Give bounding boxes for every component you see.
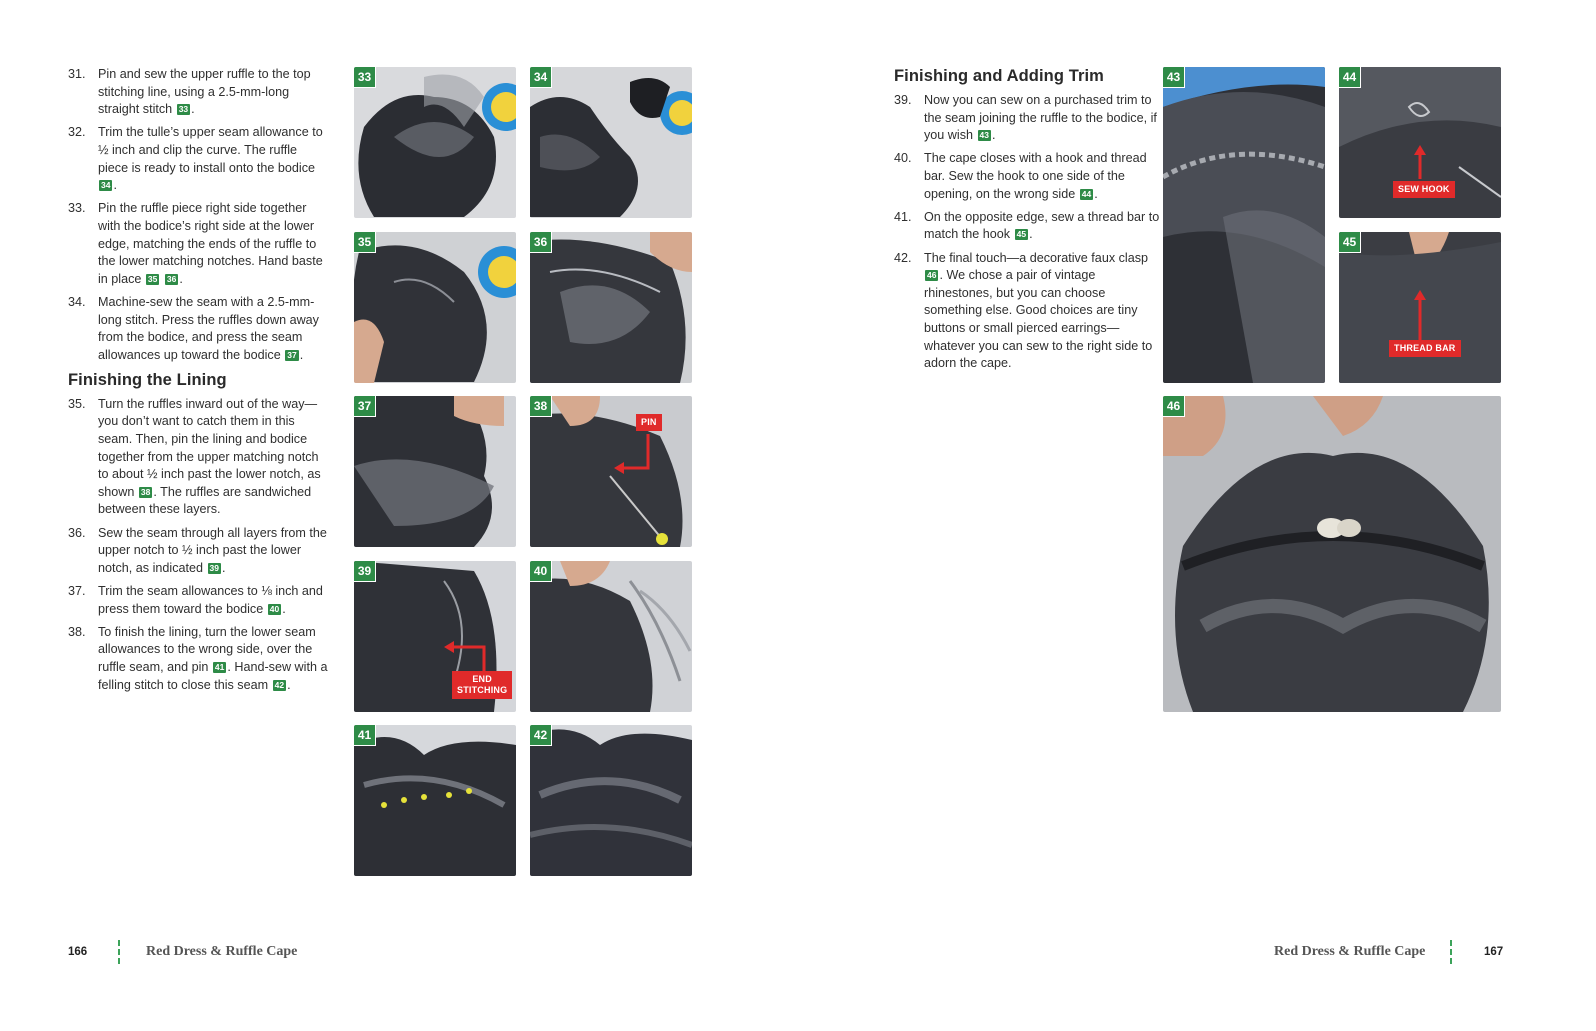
footer-rule-right	[1450, 940, 1452, 964]
step-text: .	[1094, 186, 1098, 201]
photo-35	[354, 232, 516, 383]
photo-badge: 40	[530, 561, 552, 582]
step-item	[894, 150, 1160, 203]
step-item	[68, 583, 330, 618]
steps-list-a	[68, 66, 330, 364]
photo-42	[530, 725, 692, 876]
step-text: .	[299, 347, 304, 362]
page-number-right: 167	[1484, 946, 1504, 958]
step-text: .	[113, 178, 117, 193]
photo-40	[530, 561, 692, 712]
step-text: The final touch—a decorative faux clasp	[924, 250, 1149, 265]
photo-badge: 42	[530, 725, 552, 746]
photo-reference-badge: 46	[927, 270, 937, 281]
page-number-left: 166	[68, 946, 88, 958]
photo-39	[354, 561, 516, 712]
photo-badge: 43	[1163, 67, 1185, 88]
photo-badge: 46	[1163, 396, 1185, 417]
step-item	[894, 209, 1160, 244]
photo-45	[1339, 232, 1501, 383]
step-text: . Hand-sew with a felling stitch to close this seam	[98, 659, 328, 692]
photo-badge: 38	[530, 396, 552, 417]
step-item	[68, 396, 330, 519]
steps-list-b	[68, 396, 330, 694]
step-text: Trim the tulle’s upper seam allowance to ½ inch and clip the curve. The ruffle piece is ready to install onto the bodice	[98, 125, 323, 175]
photo-37	[354, 396, 516, 547]
step-text: .	[179, 271, 183, 286]
photo-reference-badge: 41	[214, 661, 225, 672]
step-number: 40.	[894, 151, 912, 166]
step-item	[68, 525, 330, 578]
step-number: 41.	[894, 209, 912, 224]
step-text: .	[222, 560, 226, 575]
step-text: Turn the ruffles inward out of the way—you don’t want to catch them in this seam. Then, pin the lining and bodice together from the upper matching notch to about ½ inch past the lower notch, as shown	[98, 396, 321, 499]
step-text: Trim the seam allowances to ⅛ inch and press them toward the bodice	[98, 584, 323, 616]
photo-badge: 39	[354, 561, 376, 582]
photo-badge: 44	[1339, 67, 1361, 88]
thread-bar-callout: THREAD BAR	[1389, 340, 1461, 357]
photo-reference-badge: 40	[269, 603, 280, 614]
step-text: Machine-sew the seam with a 2.5-mm-long stitch. Press the ruffles down away from the bodice, and press the seam allowances up toward the bodice	[98, 294, 319, 362]
photo-reference-badge: 45	[1016, 229, 1027, 240]
photo-badge: 34	[530, 67, 552, 88]
step-item	[68, 294, 330, 364]
photo-reference-badge: 43	[979, 130, 989, 141]
step-number: 35.	[68, 396, 86, 411]
step-item	[894, 92, 1160, 145]
step-number: 32.	[68, 125, 86, 140]
photo-badge: 45	[1339, 232, 1361, 253]
step-text: .	[282, 601, 286, 616]
end-stitching-callout	[452, 671, 512, 699]
section-title-lining: Finishing the Lining	[68, 370, 227, 389]
step-number: 31.	[68, 67, 86, 81]
step-text: To finish the lining, turn the lower seam allowances to the wrong side, over the ruffle seam, and pin	[98, 624, 316, 674]
photo-33	[354, 67, 516, 218]
photo-34	[530, 67, 692, 218]
photo-41	[354, 725, 516, 876]
step-text: Sew the seam through all layers from the upper notch to ½ inch past the lower notch, as indicated	[98, 525, 327, 575]
right-text-column	[894, 66, 1160, 378]
photo-38	[530, 396, 692, 547]
step-text: On the opposite edge, sew a thread bar to match the hook	[924, 209, 1160, 242]
step-text: . The ruffles are sandwiched between these layers.	[98, 484, 312, 517]
step-text: .	[991, 128, 996, 143]
section-title-trim: Finishing and Adding Trim	[894, 67, 1104, 85]
steps-list-right	[894, 92, 1160, 373]
step-text: .	[1029, 227, 1033, 242]
step-text: . We chose a pair of vintage rhinestones, but you can choose something else. Good choices are tiny buttons or small pierced earrings—whatever you can sew to the right side to adorn the cape.	[924, 268, 1153, 371]
step-text: Pin and sew the upper ruffle to the top stitching line, using a 2.5-mm-long straight stitch	[98, 67, 311, 117]
step-text: Pin the ruffle piece right side together with the bodice’s right side at the lower edge, matching the ends of the ruffle to the lower matching notches. Hand baste in place	[98, 201, 323, 286]
photo-reference-badge: 42	[274, 679, 285, 690]
step-number: 34.	[68, 294, 86, 309]
step-number: 37.	[68, 584, 86, 598]
pin-callout: PIN	[636, 414, 662, 431]
end-stitching-line-1: END	[472, 674, 492, 684]
running-title-right: Red Dress & Ruffle Cape	[1274, 944, 1426, 959]
step-number: 36.	[68, 525, 86, 540]
step-item	[68, 624, 330, 694]
photo-badge: 36	[530, 232, 552, 253]
step-item	[894, 250, 1160, 373]
step-number: 38.	[68, 624, 86, 639]
photo-reference-badge: 34	[101, 180, 111, 191]
end-stitching-line-2: STITCHING	[457, 685, 508, 695]
step-text	[160, 272, 164, 286]
photo-reference-badge: 35	[147, 273, 158, 284]
photo-badge: 35	[354, 232, 376, 253]
step-text: .	[287, 677, 291, 692]
left-text-column	[68, 66, 330, 700]
step-item	[68, 124, 330, 194]
photo-reference-badge: 37	[287, 349, 297, 360]
step-item	[68, 200, 330, 288]
photo-36	[530, 232, 692, 383]
photo-badge: 33	[354, 67, 376, 88]
photo-46	[1163, 396, 1501, 712]
photo-43	[1163, 67, 1325, 383]
photo-badge: 41	[354, 725, 376, 746]
photo-reference-badge: 38	[140, 486, 151, 497]
step-number: 42.	[894, 250, 912, 265]
photo-reference-badge: 39	[209, 562, 219, 573]
step-number: 33.	[68, 201, 86, 216]
photo-badge: 37	[354, 396, 376, 417]
photo-44	[1339, 67, 1501, 218]
running-title-left: Red Dress & Ruffle Cape	[146, 944, 298, 959]
step-number: 39.	[894, 93, 912, 107]
footer-rule-left	[118, 940, 120, 964]
step-text: Now you can sew on a purchased trim to the seam joining the ruffle to the bodice, if you wish	[924, 93, 1157, 143]
step-text: .	[191, 102, 195, 117]
photo-reference-badge: 33	[178, 104, 189, 115]
photo-reference-badge: 36	[166, 273, 177, 284]
sew-hook-callout: SEW HOOK	[1393, 181, 1455, 198]
photo-reference-badge: 44	[1081, 188, 1092, 199]
step-text: The cape closes with a hook and thread bar. Sew the hook to one side of the opening, on the wrong side	[924, 151, 1147, 201]
step-item	[68, 66, 330, 119]
